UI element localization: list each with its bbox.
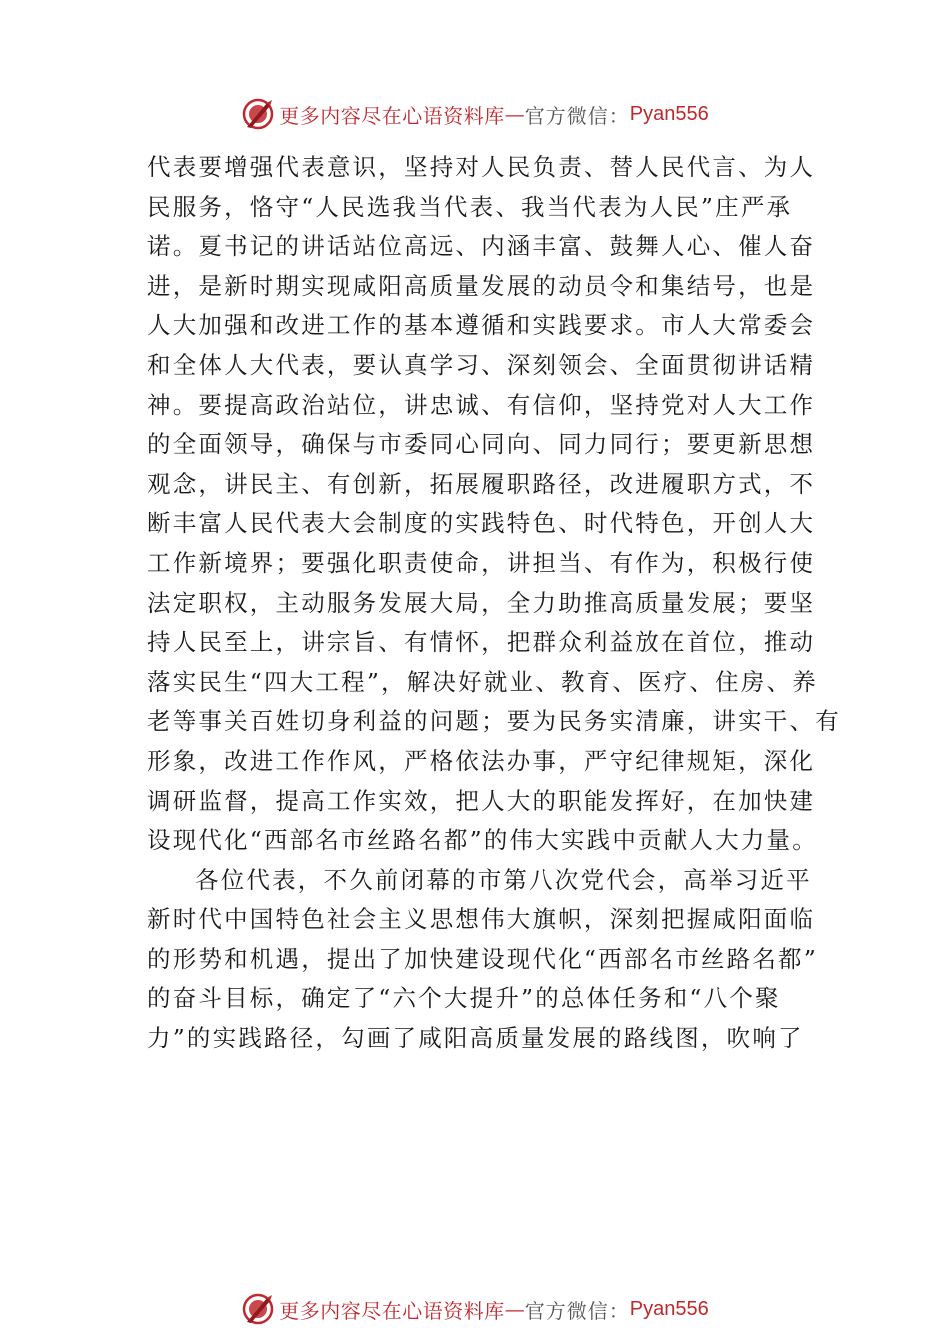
- document-body: [147, 148, 841, 1059]
- body-line: 力”的实践路径，勾画了咸阳高质量发展的路线图，吹响了: [147, 1024, 804, 1053]
- paragraph-start-line: 各位代表，不久前闭幕的市第八次党代会，高举习近平: [195, 865, 812, 894]
- body-line: 代表要增强代表意识，坚持对人民负责、替人民代言、为人: [147, 153, 816, 181]
- body-line: 观念，讲民主、有创新，拓展履职路径，改进履职方式，不: [147, 469, 816, 498]
- body-line: 落实民生“四大工程”，解决好就业、教育、医疗、住房、养: [147, 667, 818, 696]
- quill-pen-seal-icon: [241, 97, 275, 131]
- body-line: 进，是新时期实现咸阳高质量发展的动员令和集结号，也是: [147, 271, 816, 300]
- wechat-label: 官方微信：: [524, 103, 630, 128]
- body-line: 和全体人大代表，要认真学习、深刻领会、全面贯彻讲话精: [147, 350, 816, 379]
- body-line: 设现代化“西部名市丝路名都”的伟大实践中贡献人大力量。: [147, 826, 818, 855]
- body-line: 法定职权，主动服务发展大局，全力助推高质量发展；要坚: [147, 588, 816, 617]
- body-line: 民服务，恪守“人民选我当代表、我当代表为人民”庄严承: [147, 192, 793, 221]
- header-banner: [0, 94, 950, 134]
- body-line: 持人民至上，讲宗旨、有情怀，把群众利益放在首位，推动: [147, 628, 816, 657]
- wechat-id: Pyan556: [629, 1297, 709, 1320]
- body-line: 的全面领导，确保与市委同心同向、同力同行；要更新思想: [147, 430, 816, 459]
- body-line: 形象，改进工作作风，严格依法办事，严守纪律规矩，深化: [147, 746, 816, 775]
- footer-banner: [0, 1289, 950, 1329]
- body-line: 老等事关百姓切身利益的问题；要为民务实清廉，讲实干、有: [147, 707, 841, 736]
- quill-pen-seal-icon: [241, 1292, 275, 1326]
- body-line: 调研监督，提高工作实效，把人大的职能发挥好，在加快建: [147, 786, 816, 815]
- wechat-id: Pyan556: [629, 102, 709, 125]
- promo-text: 更多内容尽在心语资料库: [279, 1298, 505, 1323]
- body-line: 神。要提高政治站位，讲忠诚、有信仰，坚持党对人大工作: [147, 390, 816, 419]
- wechat-label: 官方微信：: [524, 1298, 630, 1323]
- body-line: 的形势和机遇，提出了加快建设现代化“西部名市丝路名都”: [147, 944, 818, 973]
- body-line: 新时代中国特色社会主义思想伟大旗帜，深刻把握咸阳面临: [147, 905, 816, 934]
- promo-dash: —: [504, 1297, 525, 1321]
- body-line: 工作新境界；要强化职责使命，讲担当、有作为，积极行使: [147, 548, 816, 577]
- body-line: 人大加强和改进工作的基本遵循和实践要求。市人大常委会: [147, 311, 816, 340]
- body-line: 断丰富人民代表大会制度的实践特色、时代特色，开创人大: [147, 509, 816, 538]
- body-line: 诺。夏书记的讲话站位高远、内涵丰富、鼓舞人心、催人奋: [147, 232, 816, 261]
- promo-dash: —: [504, 102, 525, 126]
- promo-text: 更多内容尽在心语资料库: [279, 103, 505, 128]
- body-line: 的奋斗目标，确定了“六个大提升”的总体任务和“八个聚: [147, 984, 781, 1013]
